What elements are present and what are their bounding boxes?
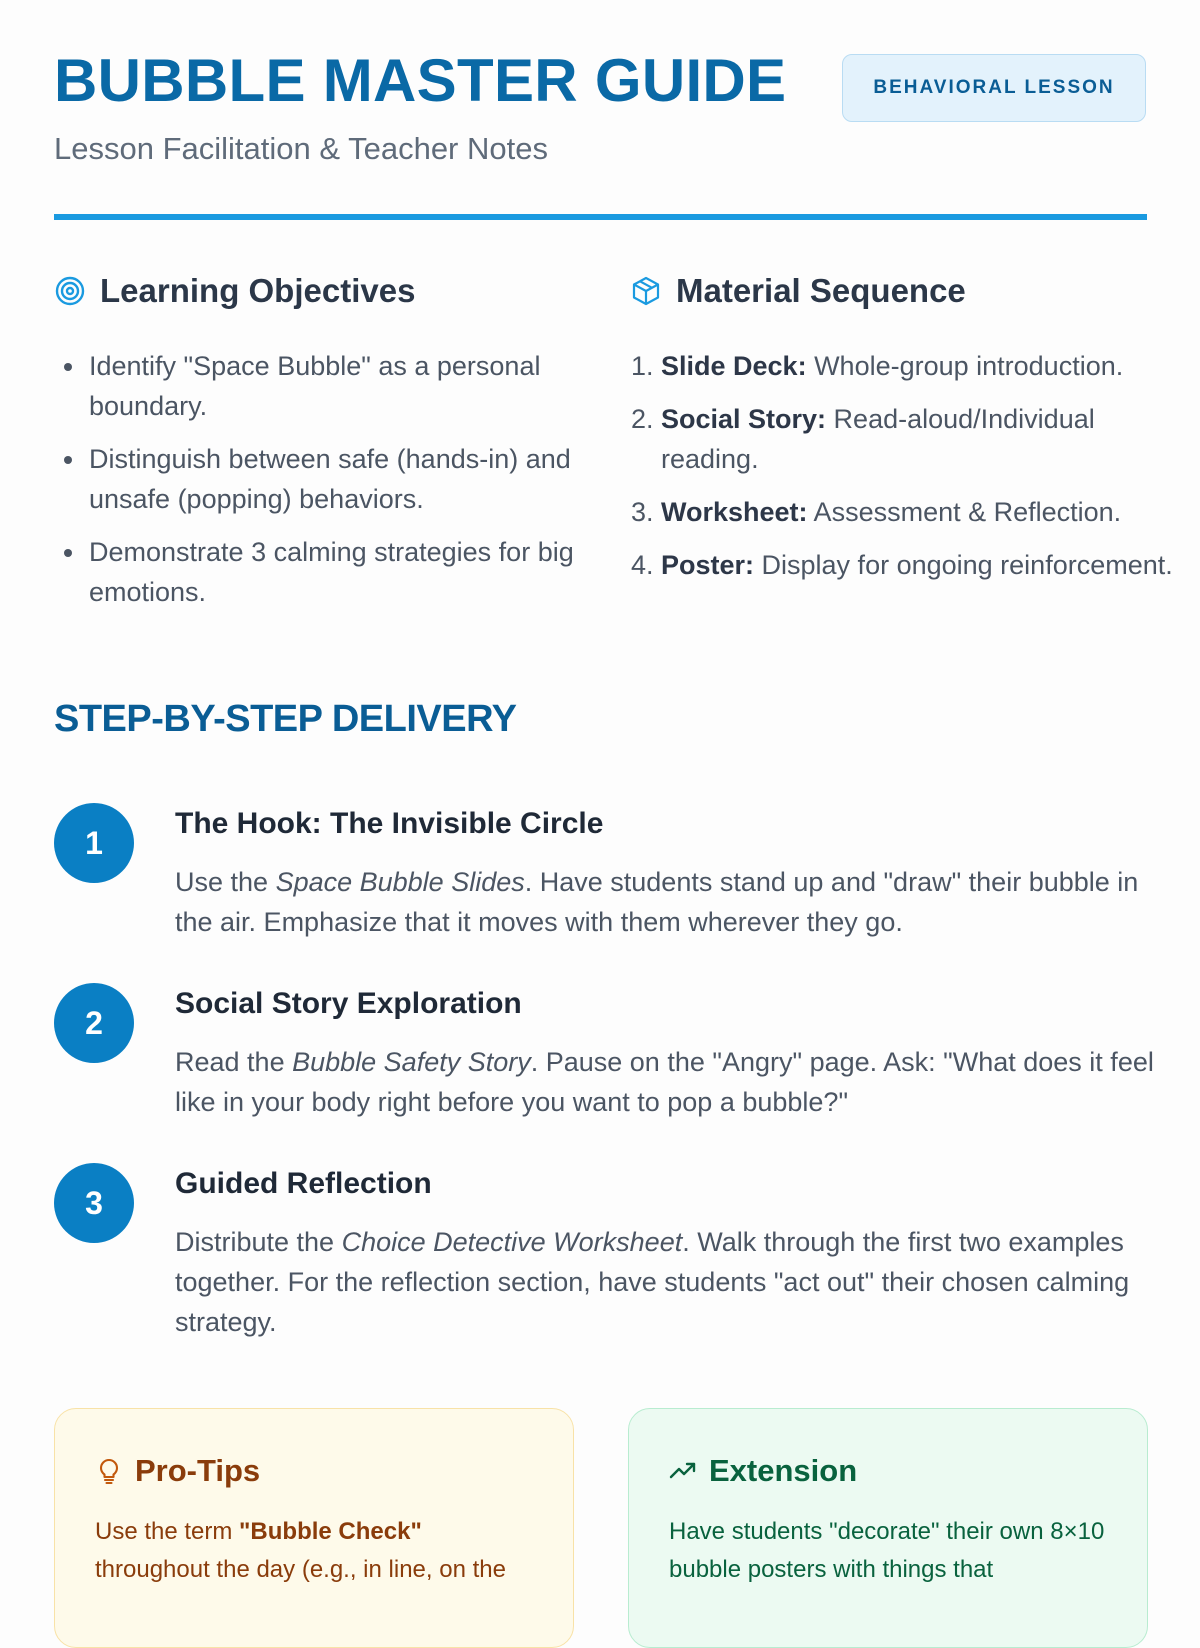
material-name: Space Bubble Slides xyxy=(275,867,525,897)
material-label: Social Story: xyxy=(661,404,827,434)
step-text: . Walk through the first two examples together. For the reflection section, have students "act out" their chosen calming strategy. xyxy=(175,1227,1130,1337)
material-label: Worksheet: xyxy=(661,497,808,527)
page-title: BUBBLE MASTER GUIDE xyxy=(54,47,787,114)
step-text: . Have students stand up and "draw" their bubble in the air. Emphasize that it moves with them wherever they go. xyxy=(175,867,1139,937)
objective-item: • Demonstrate 3 calming strategies for big emotions. xyxy=(87,532,617,612)
extension-card xyxy=(628,1408,1148,1648)
material-text: Whole-group introduction. xyxy=(806,351,1124,381)
step-number: 3 xyxy=(54,1163,134,1243)
step-text: Distribute the xyxy=(175,1227,342,1257)
extension-heading: Extension xyxy=(709,1453,858,1488)
tip-text: Use the term xyxy=(95,1518,240,1545)
box-icon xyxy=(630,275,662,307)
material-text: Read-aloud/Individual reading. xyxy=(661,404,1095,474)
material-name: Bubble Safety Story xyxy=(292,1047,531,1077)
lesson-type-badge: BEHAVIORAL LESSON xyxy=(842,54,1146,122)
pro-tips-text xyxy=(95,1513,535,1589)
step-description xyxy=(175,1222,1155,1342)
objectives-heading: Learning Objectives xyxy=(100,272,416,309)
step-description xyxy=(175,862,1155,942)
material-name: Choice Detective Worksheet xyxy=(341,1227,683,1257)
material-item xyxy=(661,492,1181,532)
objectives-header xyxy=(54,272,415,310)
materials-list xyxy=(630,346,1181,598)
pro-tips-card xyxy=(54,1408,574,1648)
step-text: Use the xyxy=(175,867,276,897)
materials-header xyxy=(630,272,966,310)
target-icon xyxy=(54,275,86,307)
step-description xyxy=(175,1042,1155,1122)
pro-tips-header xyxy=(95,1453,260,1489)
objective-item: • Identify "Space Bubble" as a personal boundary. xyxy=(87,346,617,426)
extension-text: Have students "decorate" their own 8×10 bubble posters with things that xyxy=(669,1518,1105,1583)
material-label: Slide Deck: xyxy=(661,351,807,381)
page-subtitle: Lesson Facilitation & Teacher Notes xyxy=(54,131,548,166)
pro-tips-heading: Pro-Tips xyxy=(135,1453,261,1488)
material-item xyxy=(661,545,1181,585)
header-divider xyxy=(54,214,1147,220)
step-text: . Pause on the "Angry" page. Ask: "What does it feel like in your body right before you want to pop a bubble?" xyxy=(175,1047,1154,1117)
material-text: Assessment & Reflection. xyxy=(807,497,1122,527)
trending-up-icon xyxy=(669,1457,697,1485)
material-item xyxy=(661,346,1181,386)
objective-item: • Distinguish between safe (hands-in) and unsafe (popping) behaviors. xyxy=(87,439,617,519)
material-item xyxy=(661,399,1181,479)
lightbulb-icon xyxy=(95,1457,123,1485)
step-number: 2 xyxy=(54,983,134,1063)
step-number: 1 xyxy=(54,803,134,883)
material-label: Poster: xyxy=(661,550,755,580)
delivery-heading: STEP-BY-STEP DELIVERY xyxy=(54,698,517,740)
material-text: Display for ongoing reinforcement. xyxy=(754,550,1173,580)
step-title: Guided Reflection xyxy=(175,1167,432,1200)
tip-term: "Bubble Check" xyxy=(239,1518,422,1545)
step-title: Social Story Exploration xyxy=(175,987,522,1020)
materials-heading: Material Sequence xyxy=(676,272,966,309)
objectives-list xyxy=(54,346,617,625)
step-title: The Hook: The Invisible Circle xyxy=(175,807,604,840)
extension-header xyxy=(669,1453,857,1489)
step-text: Read the xyxy=(175,1047,293,1077)
tip-text: throughout the day (e.g., in line, on the xyxy=(95,1556,506,1583)
